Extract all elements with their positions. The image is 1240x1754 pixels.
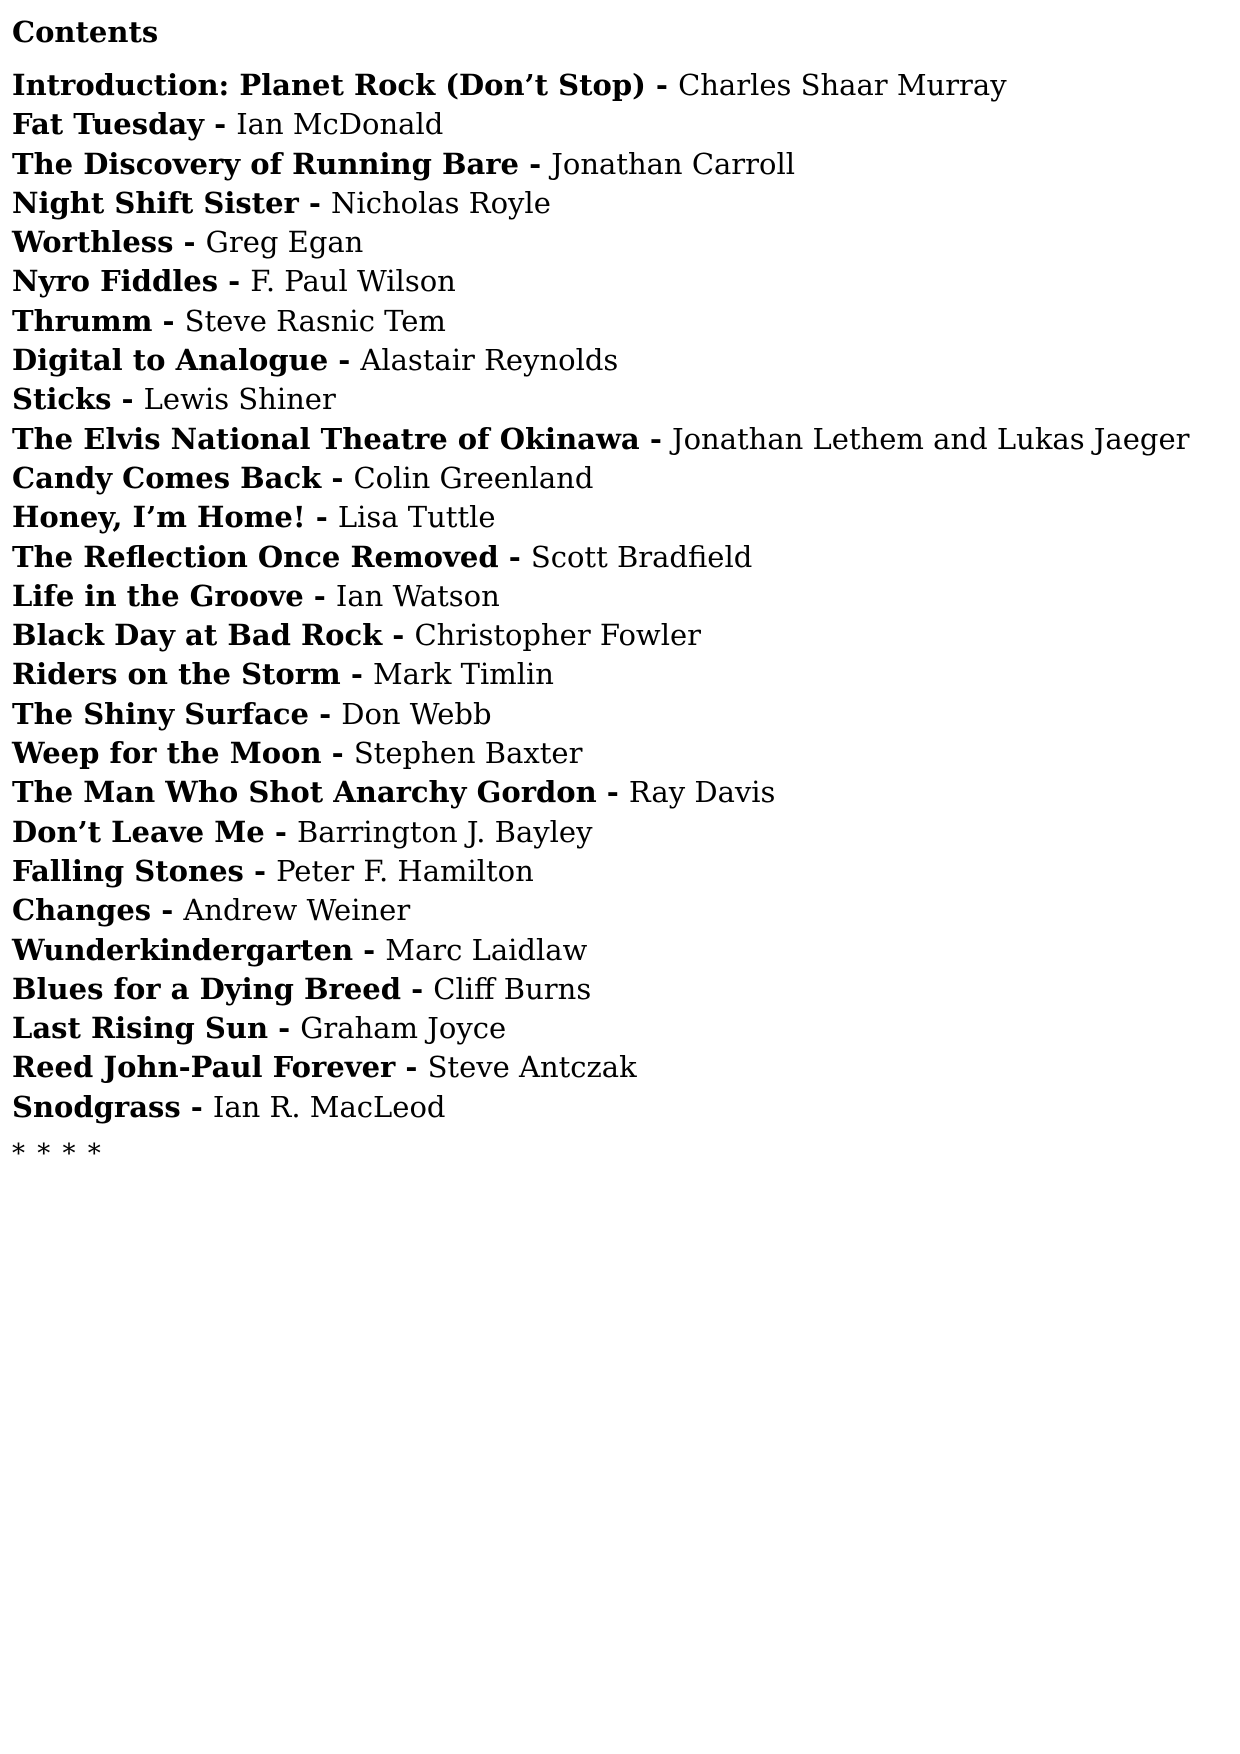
toc-entry-title: Thrumm: [12, 303, 153, 338]
toc-entry-author: Jonathan Carroll: [551, 146, 796, 181]
toc-entry[interactable]: [12, 184, 1212, 223]
toc-entry-separator: -: [395, 1050, 428, 1085]
toc-entry-separator: -: [298, 185, 332, 220]
contents-page: [12, 13, 1212, 1171]
scene-break: * * * *: [12, 1139, 103, 1170]
toc-entry-author: Colin Greenland: [353, 460, 594, 495]
toc-entry-author: Graham Joyce: [300, 1011, 507, 1046]
toc-entry[interactable]: [12, 773, 1212, 812]
toc-entry-title: Digital to Analogue: [12, 343, 329, 378]
toc-entry-separator: -: [151, 893, 184, 928]
toc-entry[interactable]: [12, 302, 1212, 341]
toc-entry[interactable]: [12, 341, 1212, 380]
toc-entry-author: Nicholas Royle: [331, 185, 551, 220]
toc-entry-title: Candy Comes Back: [12, 460, 322, 495]
toc-entry-title: Life in the Groove: [12, 578, 304, 613]
toc-entry-title: Nyro Fiddles: [12, 264, 219, 299]
toc-entry-title: Riders on the Storm: [12, 657, 341, 692]
toc-entry-author: Mark Timlin: [372, 657, 554, 692]
toc-entry-author: Andrew Weiner: [183, 893, 411, 928]
toc-entry[interactable]: [12, 420, 1212, 459]
toc-entry[interactable]: [12, 1048, 1212, 1087]
toc-entry-author: Stephen Baxter: [353, 736, 583, 771]
toc-entry[interactable]: [12, 498, 1212, 537]
toc-entry-separator: -: [382, 618, 415, 653]
toc-entry-author: Ian R. MacLeod: [212, 1089, 446, 1124]
toc-entry-author: Ian Watson: [335, 578, 500, 613]
toc-entry[interactable]: [12, 105, 1212, 144]
toc-entry-author: Scott Bradfield: [530, 539, 753, 574]
toc-entry-title: Wunderkindergarten: [12, 932, 354, 967]
toc-entry-separator: -: [645, 68, 679, 102]
toc-entry-separator: -: [303, 578, 336, 613]
toc-entry-title: The Elvis National Theatre of Okinawa: [12, 421, 640, 456]
toc-entry-author: Alastair Reynolds: [360, 343, 619, 378]
toc-entry[interactable]: [12, 931, 1212, 970]
toc-entry[interactable]: [12, 262, 1212, 301]
toc-entry-author: Peter F. Hamilton: [276, 853, 534, 888]
toc-entry-separator: -: [180, 1089, 213, 1124]
toc-entry[interactable]: [12, 145, 1212, 184]
toc-entry-separator: -: [401, 971, 434, 1006]
toc-entry-title: The Reflection Once Removed: [12, 539, 499, 574]
toc-entry-title: Black Day at Bad Rock: [12, 618, 383, 653]
toc-entry-title: Don’t Leave Me: [12, 814, 265, 849]
toc-entry[interactable]: [12, 66, 1212, 105]
toc-entry[interactable]: [12, 1009, 1212, 1048]
toc-entry-author: Charles Shaar Murray: [678, 68, 1007, 102]
toc-entry-separator: -: [268, 1011, 301, 1046]
toc-entry-separator: -: [340, 657, 373, 692]
toc-entry-separator: -: [111, 382, 144, 417]
toc-entry-title: Blues for a Dying Breed: [12, 971, 402, 1006]
toc-entry[interactable]: [12, 655, 1212, 694]
toc-entry-separator: -: [353, 932, 386, 967]
toc-entry[interactable]: [12, 734, 1212, 773]
toc-entry-title: Fat Tuesday: [12, 107, 204, 142]
toc-entry-separator: -: [218, 264, 251, 299]
toc-entry-separator: -: [321, 460, 354, 495]
toc-entry-separator: -: [264, 814, 297, 849]
toc-entry-separator: -: [596, 775, 629, 810]
toc-entry[interactable]: [12, 223, 1212, 262]
toc-entry-author: Don Webb: [341, 696, 492, 731]
toc-entry-author: Lisa Tuttle: [337, 500, 496, 535]
toc-entry-title: The Man Who Shot Anarchy Gordon: [12, 775, 597, 810]
toc-entry[interactable]: [12, 970, 1212, 1009]
toc-entry-author: Greg Egan: [205, 225, 364, 260]
toc-entry-separator: -: [173, 225, 206, 260]
toc-entry-author: Lewis Shiner: [143, 382, 336, 417]
toc-entry-separator: -: [152, 303, 185, 338]
toc-entry-title: Last Rising Sun: [12, 1011, 269, 1046]
toc-entry-author: Barrington J. Bayley: [296, 814, 593, 849]
toc-entry-title: The Discovery of Running Bare: [12, 146, 520, 181]
toc-entry[interactable]: [12, 891, 1212, 930]
toc-entry[interactable]: [12, 380, 1212, 419]
table-of-contents: [12, 66, 1212, 1127]
toc-entry-title: Falling Stones: [12, 853, 244, 888]
toc-entry-author: Steve Antczak: [427, 1050, 637, 1085]
toc-entry-title: Changes: [12, 893, 152, 928]
toc-entry-title: Sticks: [12, 382, 112, 417]
toc-entry-author: Steve Rasnic Tem: [184, 303, 446, 338]
toc-entry-title: Introduction: Planet Rock (Don’t Stop): [12, 68, 646, 102]
toc-entry[interactable]: [12, 538, 1212, 577]
toc-entry-author: F. Paul Wilson: [250, 264, 456, 299]
toc-entry-author: Christopher Fowler: [414, 618, 702, 653]
toc-entry[interactable]: [12, 577, 1212, 616]
toc-entry-separator: -: [305, 500, 338, 535]
toc-entry-author: Ian McDonald: [236, 107, 444, 142]
toc-entry-title: Snodgrass: [12, 1089, 181, 1124]
toc-entry-separator: -: [639, 421, 672, 456]
toc-entry-separator: -: [243, 853, 277, 888]
toc-entry-separator: -: [321, 736, 354, 771]
toc-entry[interactable]: [12, 695, 1212, 734]
toc-entry-separator: -: [498, 539, 531, 574]
toc-entry-title: Worthless: [12, 225, 174, 260]
toc-entry-separator: -: [328, 343, 361, 378]
toc-entry-author: Ray Davis: [628, 775, 776, 810]
toc-entry-author: Jonathan Lethem and Lukas Jaeger: [671, 421, 1190, 456]
toc-entry[interactable]: [12, 616, 1212, 655]
toc-entry[interactable]: [12, 459, 1212, 498]
toc-entry-title: Weep for the Moon: [12, 736, 322, 771]
toc-entry[interactable]: [12, 813, 1212, 852]
toc-entry-title: Honey, I’m Home!: [12, 500, 306, 535]
toc-entry-author: Cliff Burns: [433, 971, 592, 1006]
toc-entry-separator: -: [308, 696, 342, 731]
toc-entry-title: The Shiny Surface: [12, 696, 309, 731]
toc-entry-separator: -: [203, 107, 237, 142]
toc-entry-separator: -: [519, 146, 552, 181]
toc-entry[interactable]: [12, 852, 1212, 891]
toc-entry-author: Marc Laidlaw: [385, 932, 588, 967]
toc-entry-title: Night Shift Sister: [12, 185, 299, 220]
contents-heading: Contents: [12, 15, 159, 49]
toc-entry[interactable]: [12, 1088, 1212, 1127]
toc-entry-title: Reed John-Paul Forever: [12, 1050, 396, 1085]
